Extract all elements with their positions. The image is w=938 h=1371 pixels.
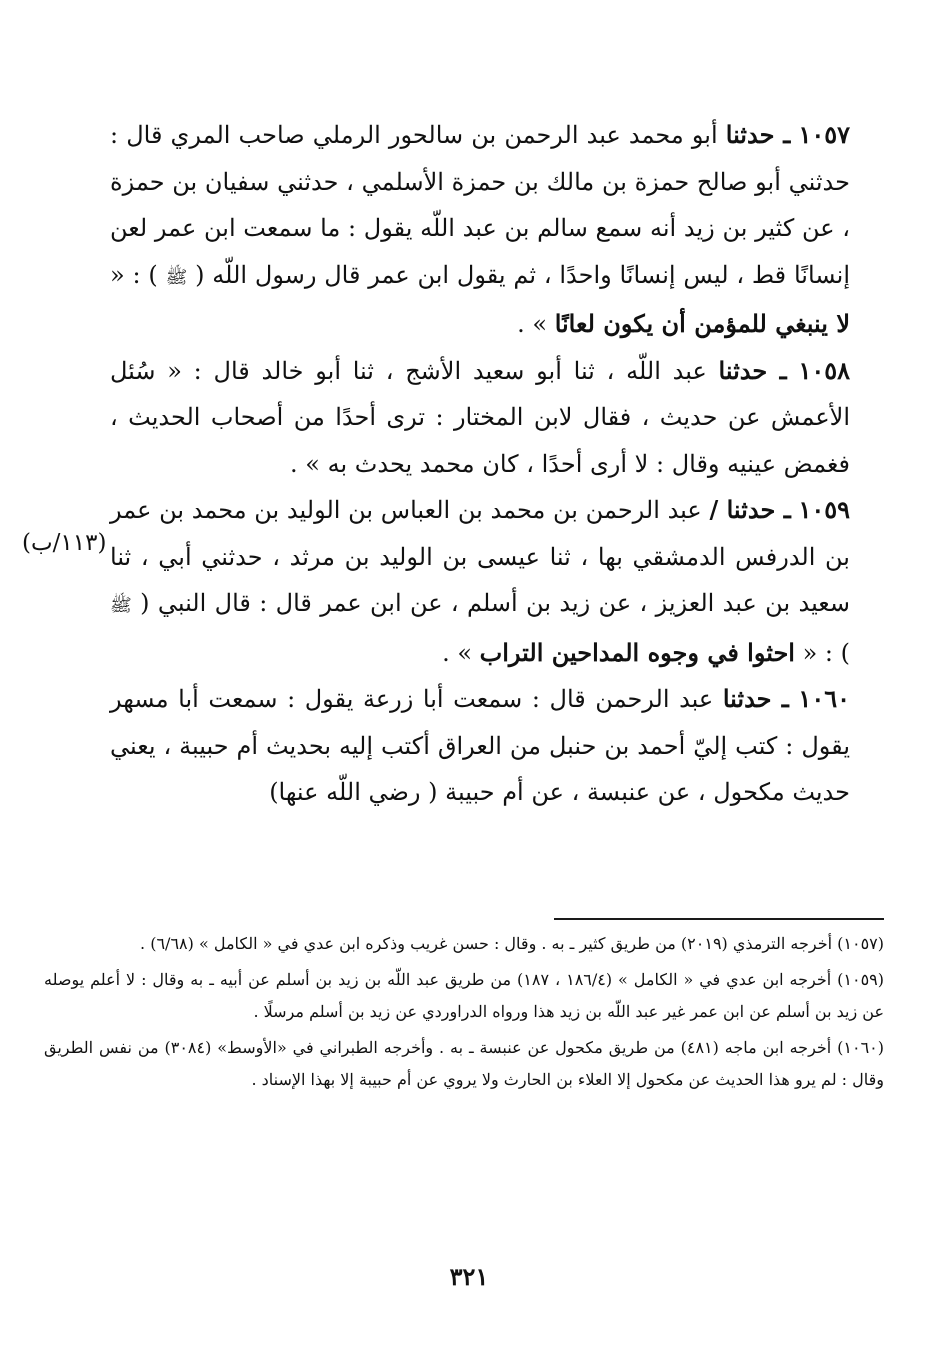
page-number: ٣٢١ [449,1262,489,1291]
entry-number: ١٠٥٨ [798,355,851,385]
entry-1059 [110,487,850,676]
hadith-quote: احثوا في وجوه المداحين التراب [479,637,795,667]
entry-number: ١٠٥٩ [798,495,851,524]
entry-1060 [110,676,850,816]
salla-glyph: ﷺ [165,266,188,288]
main-text [110,112,850,816]
entry-text: عبد اللّه ، ثنا أبو سعيد الأشج ، ثنا أبو خالد قال : « سُئل الأعمش عن حديث ، فقال لابن المختار : ترى أحدًا من أصحاب الحديث ، فغمض عينيه وقال : لا أرى أحدًا ، كان محمد يحدث به » . [110,356,850,478]
entry-1057 [110,112,850,348]
entry-text: أبو محمد عبد الرحمن بن سالحور الرملي صاحب المري قال : حدثني أبو صالح حمزة بن مالك بن حمزة الأسلمي ، حدثني سفيان بن حمزة ، عن كثير بن زيد أنه سمع سالم بن عبد اللّه يقول : ما سمعت ابن عمر لعن إنسانًا قط ، ليس إنسانًا واحدًا ، ثم يقول ابن عمر قال رسول اللّه ( [110,121,851,289]
entry-text-after: ) : « [110,260,158,289]
entry-text: عبد الرحمن قال : سمعت أبا زرعة يقول : سمعت أبا مسهر يقول : كتب إليّ أحمد بن حنبل من العراق أكتب إليه بحديث أم حبيبة ، يعني حديث مكحول ، عن عنبسة ، عن أم حبيبة ( رضي اللّه عنها) [110,685,850,806]
footnotes [44,928,884,1100]
entry-number: ١٠٥٧ [798,120,850,149]
manuscript-folio-ref: (١١٣/ب) [22,530,107,556]
footnote-1060: (١٠٦٠) أخرجه ابن ماجه (٤٨١) من طريق مكحول عن عنبسة ـ به . وأخرجه الطبراني في «الأوسط» (٣٠٨٤) من نفس الطريق وقال : لم يرو هذا الحديث عن مكحول إلا العلاء بن الحارث ولا يروي عن أم حبيبة إلا بهذا الإسناد . [44,1038,885,1089]
entry-lead: ـ حدثنا / [709,495,791,524]
footnote-1059: (١٠٥٩) أخرجه ابن عدي في « الكامل » (١٨٦/٤ ، ١٨٧) من طريق عبد اللّه بن زيد بن أسلم عن أبيه ـ به وقال : لا أعلم يوصله عن زيد بن أسلم عن ابن عمر غير عبد اللّه بن زيد هذا ورواه الدراوردي عن زيد بن أسلم مرسلًا . [44,970,884,1021]
entry-lead: ـ حدثنا [718,355,787,385]
entry-lead: ـ حدثنا [725,120,791,149]
entry-number: ١٠٦٠ [798,684,850,713]
entry-1058 [110,348,850,488]
footnote-1057: (١٠٥٧) أخرجه الترمذي (٢٠١٩) من طريق كثير ـ به . وقال : حسن غريب وذكره ابن عدي في « الكامل » (٦/٦٨) . [140,934,884,953]
entry-end: » . [442,638,473,667]
entry-text: عبد الرحمن بن محمد بن العباس بن الوليد بن محمد بن عمر بن الدرفس الدمشقي بها ، ثنا عيسى بن الوليد بن مرثد ، حدثني أبي ، ثنا سعيد بن عبد العزيز ، عن زيد بن أسلم ، عن ابن عمر قال : قال النبي ( [110,496,850,617]
hadith-quote: لا ينبغي للمؤمن أن يكون لعانًا [554,309,850,338]
footnote-divider [554,918,884,920]
entry-text-after: ) : « [802,638,850,667]
entry-end: » . [517,310,548,338]
entry-lead: ـ حدثنا [722,684,789,713]
salla-glyph: ﷺ [110,595,132,616]
